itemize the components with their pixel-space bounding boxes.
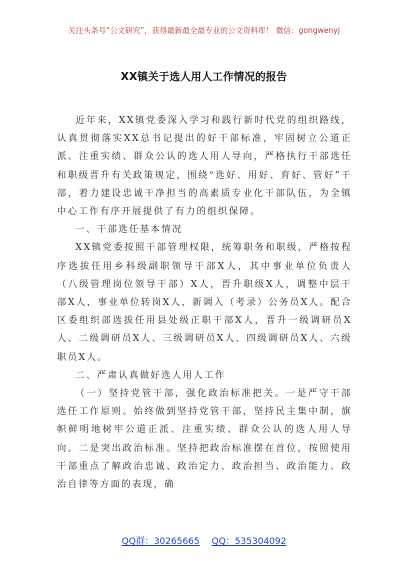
intro-paragraph: 近年来，XX镇党委深入学习和践行新时代党的组织路线，认真贯彻落实XX总书记提出的好干部标准，牢固树立公道正派、注重实绩、群众公认的选人用人导向，严格执行干部选任和职级晋升有关政策规定，围绕“选好、用好、育好、管好”干部，着力建设忠诚干净担当的高素质专业化干部队伍，为全镇中心工作有序开展提供了有力的组织保障。 bbox=[57, 115, 352, 218]
section-1-paragraph: XX镇党委按照干部管理权限，统筹职务和职级，严格按程序选拔任用乡科级副职领导干部X人，其中事业单位负责人（八级管理岗位领导干部）X人，晋升职级X人，调整中层干部X人，事业单位转岗X人，新调入（考录）公务员X人。配合区委组织部选拔任用县处级正职干部X人，晋升一级调研员X人、二级调研员X人、三级调研员X人、四级调研员X人、六级职员X人。 bbox=[57, 242, 352, 363]
section-2-heading: 二、严肃认真做好选人用人工作 bbox=[75, 369, 226, 381]
document-body bbox=[57, 112, 352, 494]
footer-qq-group: QQ群：30265665 bbox=[121, 537, 200, 547]
footer-contact bbox=[0, 534, 408, 547]
document-title: XX镇关于选人用人工作情况的报告 bbox=[120, 71, 288, 83]
footer-qq-number: QQ：535304092 bbox=[211, 537, 287, 547]
promo-banner-text: 关注头条号“公文研究”，获得最新最全最专业的公文资料库！ 微信：gongwenyj bbox=[68, 26, 340, 35]
top-promo-banner bbox=[0, 25, 408, 36]
section-1-heading: 一、干部选任基本情况 bbox=[75, 224, 183, 236]
section-2-paragraph: （一）坚持党管干部，强化政治标准把关。一是严守干部选任工作原则。始终做到坚持党管干部，坚持民主集中制，旗帜鲜明地树牢公道正派、注重实绩、群众公认的选人用人导向。二是突出政治标准。坚持把政治标准摆在首位，按照使用干部重点了解政治忠诚、政治定力、政治担当、政治能力、政治自律等方面的表现，确 bbox=[57, 388, 352, 491]
